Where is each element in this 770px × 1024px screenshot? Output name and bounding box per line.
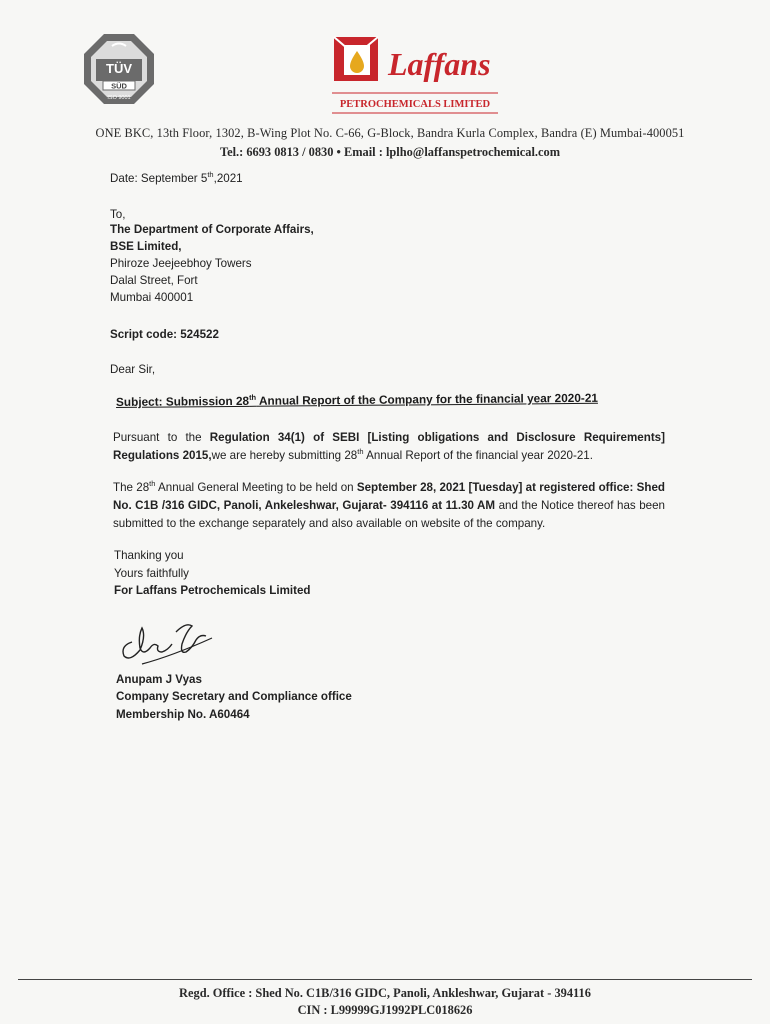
letter-date: Date: September 5th,2021 xyxy=(110,170,243,185)
paragraph-regulation: Pursuant to the Regulation 34(1) of SEBI [Listing obligations and Disclosure Requirements] Regulations 2015,we are hereby submitting 28th Annual Report of the financial year 2020-21. xyxy=(113,431,665,462)
salutation: Dear Sir, xyxy=(110,363,156,376)
svg-text:ISO 9001: ISO 9001 xyxy=(107,95,131,101)
laffans-logo xyxy=(330,31,500,115)
cin-number: CIN : L99999GJ1992PLC018626 xyxy=(297,1003,473,1017)
svg-text:TÜV: TÜV xyxy=(106,61,132,76)
footer-divider xyxy=(18,979,752,980)
addressee-line: Mumbai 400001 xyxy=(110,291,194,304)
membership-number: Membership No. A60464 xyxy=(116,708,250,721)
handwritten-signature xyxy=(112,612,222,668)
paragraph-agm: The 28th Annual General Meeting to be held on September 28, 2021 [Tuesday] at registered office: Shed No. C1B /316 GIDC, Panoli, Ankeleshwar, Gujarat- 394116 at 11.30 AM and the Notice thereof has been submitted to the exchange separately and also available on website of the company. xyxy=(113,479,665,530)
hq-address: ONE BKC, 13th Floor, 1302, B-Wing Plot No. C-66, G-Block, Bandra Kurla Complex, Bandra (E) Mumbai-400051 xyxy=(95,126,685,140)
subject-line: Subject: Submission 28th Annual Report of the Company for the financial year 2020-21 xyxy=(115,390,598,409)
script-code: Script code: 524522 xyxy=(110,328,219,341)
hq-contact: Tel.: 6693 0813 / 0830 • Email : lplho@laffanspetrochemical.com xyxy=(219,145,561,159)
svg-text:Laffans: Laffans xyxy=(388,46,491,82)
svg-text:PETROCHEMICALS LIMITED: PETROCHEMICALS LIMITED xyxy=(339,99,491,110)
addressee-line: Dalal Street, Fort xyxy=(110,274,198,287)
addressee-line: The Department of Corporate Affairs, xyxy=(110,223,314,236)
svg-text:SÜD: SÜD xyxy=(111,81,127,91)
signer-title: Company Secretary and Compliance office xyxy=(116,690,352,703)
tuv-sud-logo xyxy=(82,32,156,106)
closing-company: For Laffans Petrochemicals Limited xyxy=(114,584,311,597)
to-line: To, xyxy=(110,208,126,221)
signer-name: Anupam J Vyas xyxy=(116,673,202,686)
addressee-line: Phiroze Jeejeebhoy Towers xyxy=(110,257,252,270)
addressee-line: BSE Limited, xyxy=(110,240,182,253)
closing-yours: Yours faithfully xyxy=(114,567,189,580)
closing-thanks: Thanking you xyxy=(114,549,184,562)
registered-office: Regd. Office : Shed No. C1B/316 GIDC, Panoli, Ankleshwar, Gujarat - 394116 xyxy=(179,986,591,1000)
